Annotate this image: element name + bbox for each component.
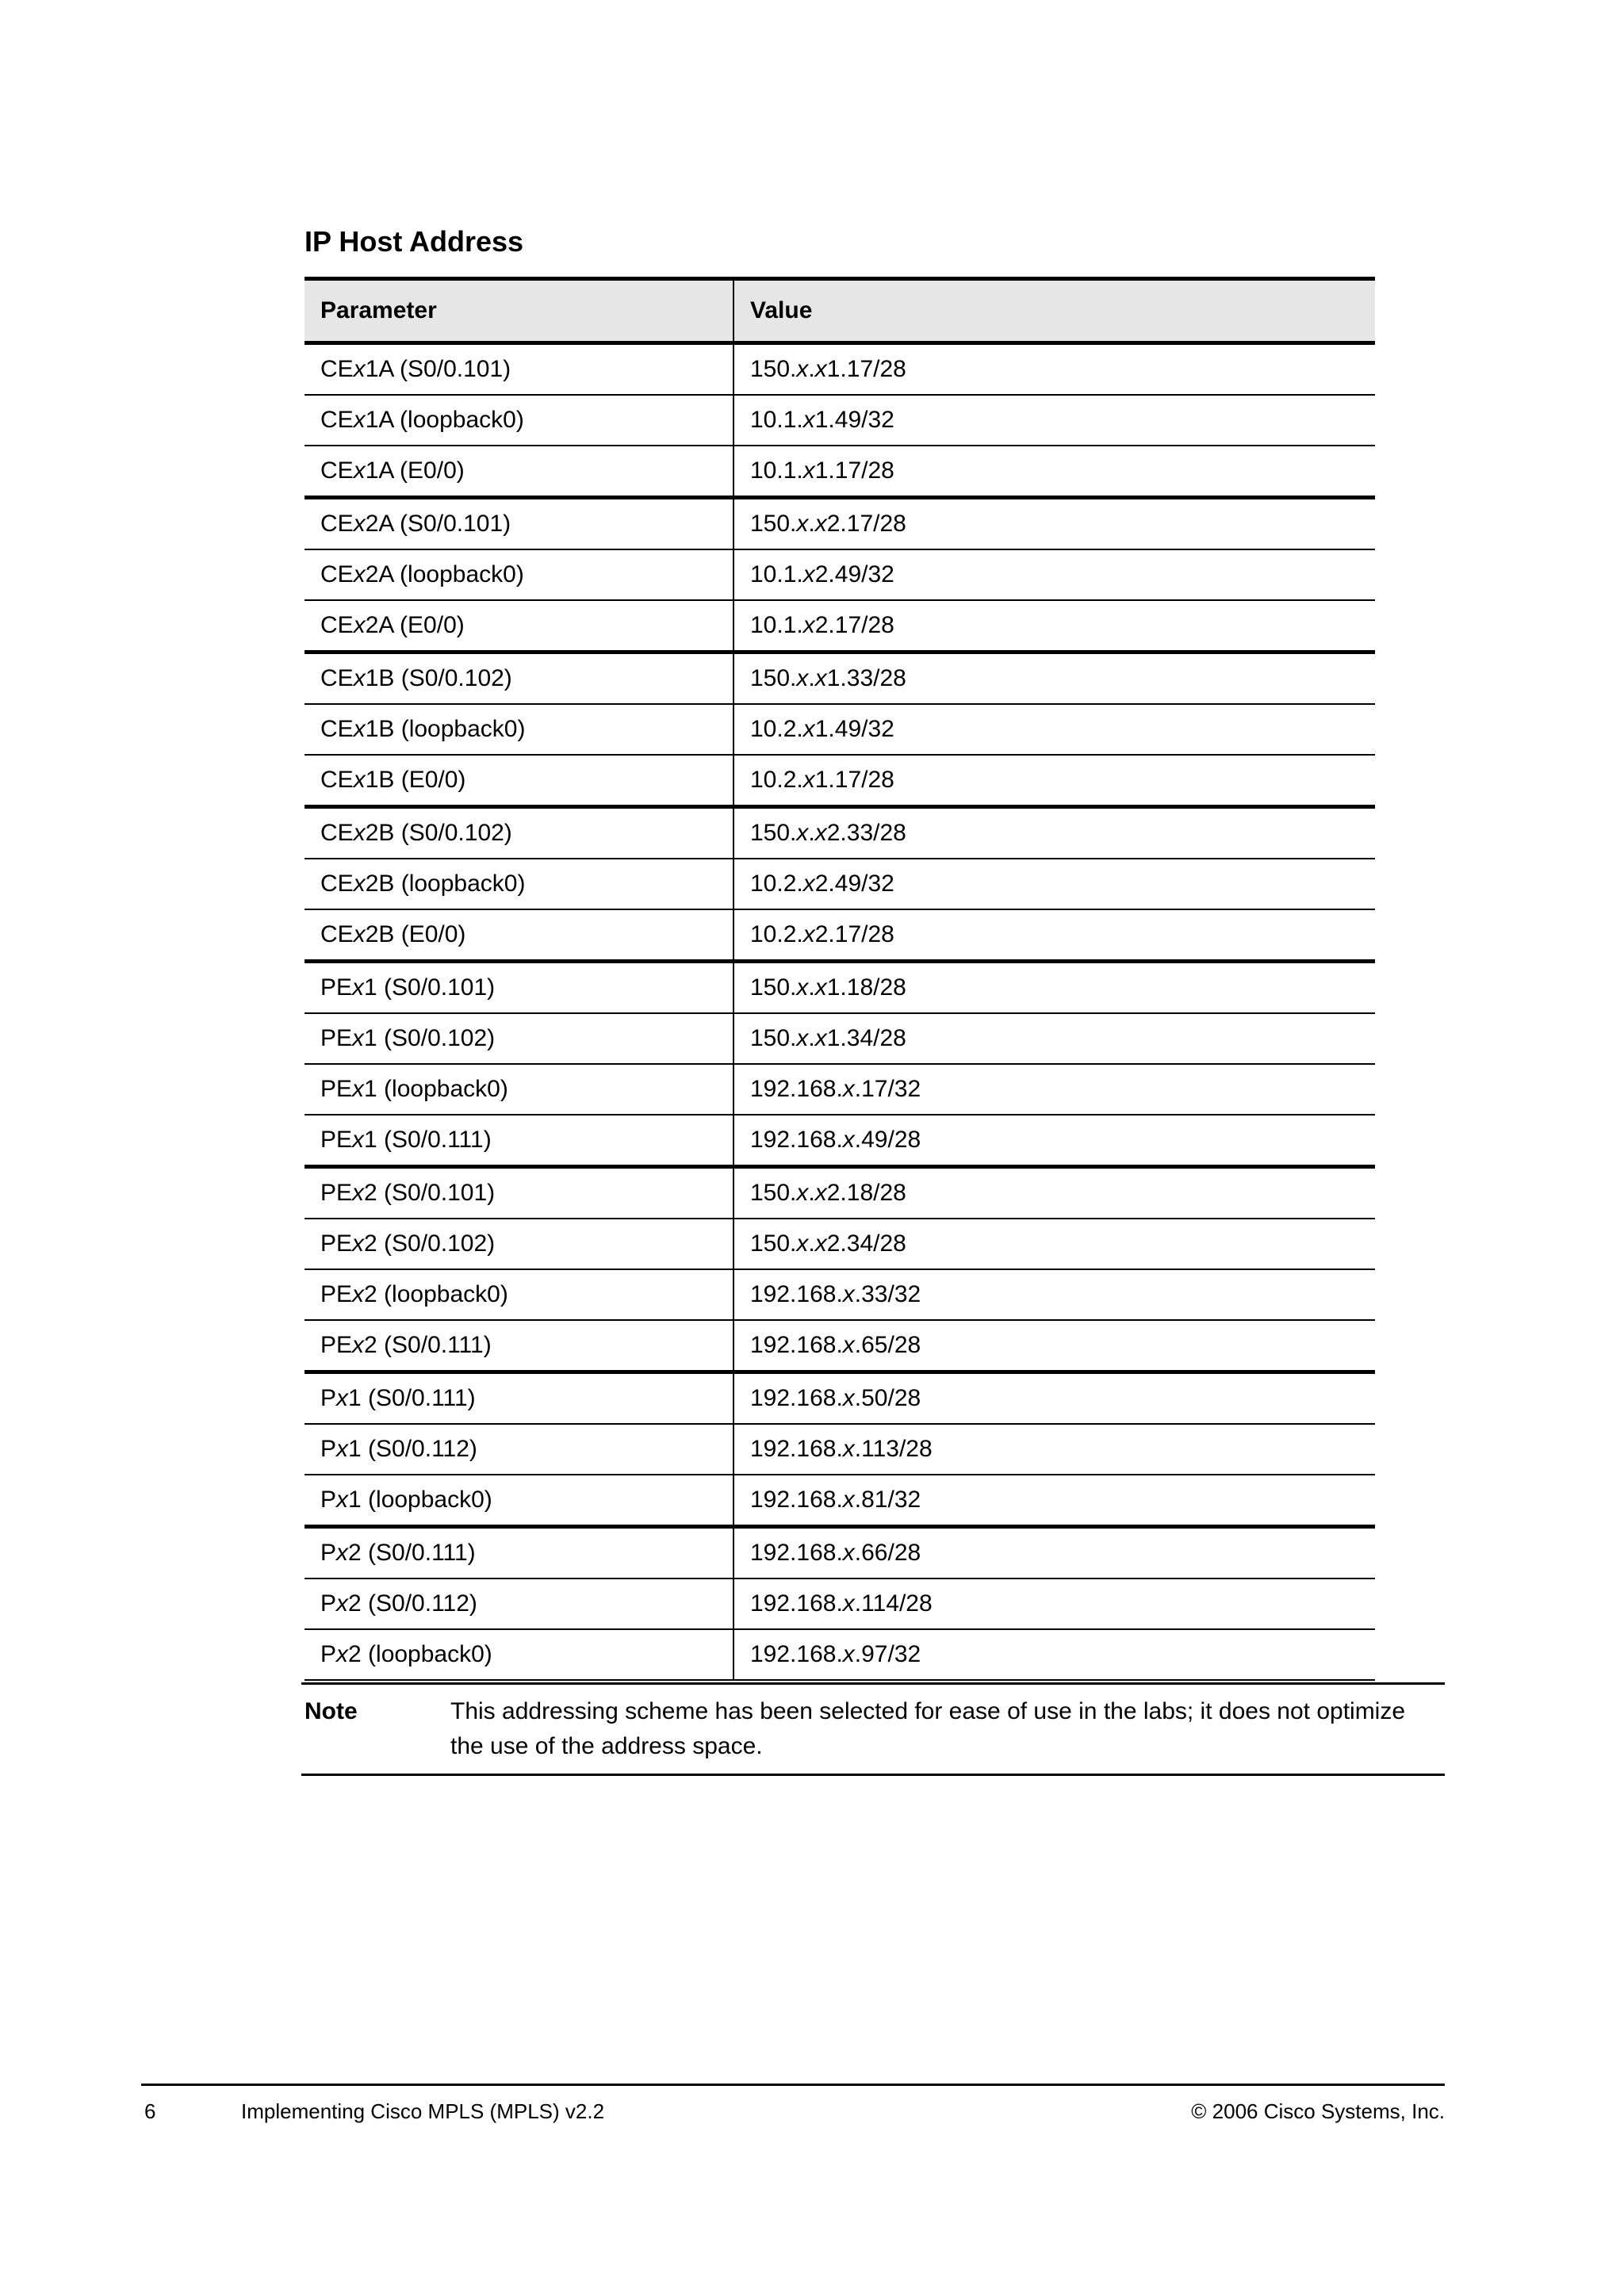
value-cell: 192.168.x.113/28 [733, 1424, 1375, 1475]
table-row [304, 859, 1375, 909]
value-cell: 150.x.x2.34/28 [733, 1219, 1375, 1269]
note-text: This addressing scheme has been selected for ease of use in the labs; it does not optimize the use of the address space. [450, 1698, 1406, 1759]
table-row [304, 1424, 1375, 1475]
parameter-cell: CEx1A (loopback0) [304, 395, 733, 446]
table-row [304, 807, 1375, 859]
table-row [304, 1320, 1375, 1372]
table-row [304, 1219, 1375, 1269]
value-cell: 192.168.x.81/32 [733, 1475, 1375, 1527]
value-cell: 150.x.x1.17/28 [733, 343, 1375, 396]
parameter-cell: Px2 (S0/0.112) [304, 1578, 733, 1629]
parameter-cell: PEx2 (S0/0.111) [304, 1320, 733, 1372]
note-box [301, 1682, 1445, 1776]
table-row [304, 962, 1375, 1014]
parameter-cell: PEx1 (S0/0.102) [304, 1013, 733, 1064]
table-row [304, 395, 1375, 446]
table-row [304, 909, 1375, 962]
value-cell: 10.1.x2.49/32 [733, 549, 1375, 600]
value-cell: 192.168.x.50/28 [733, 1372, 1375, 1425]
table-row [304, 1013, 1375, 1064]
value-cell: 150.x.x2.18/28 [733, 1167, 1375, 1219]
parameter-cell: CEx2B (loopback0) [304, 859, 733, 909]
footer-rule [141, 2084, 1445, 2086]
parameter-cell: CEx2B (E0/0) [304, 909, 733, 962]
footer-book-title: Implementing Cisco MPLS (MPLS) v2.2 [241, 2099, 605, 2123]
table-header-row [304, 279, 1375, 343]
column-header-value: Value [733, 279, 1375, 343]
parameter-cell: PEx2 (S0/0.102) [304, 1219, 733, 1269]
table-row [304, 343, 1375, 396]
parameter-cell: CEx1A (S0/0.101) [304, 343, 733, 396]
footer-copyright: © 2006 Cisco Systems, Inc. [1191, 2099, 1445, 2123]
value-cell: 10.1.x1.17/28 [733, 446, 1375, 498]
parameter-cell: CEx2A (loopback0) [304, 549, 733, 600]
parameter-cell: Px1 (S0/0.112) [304, 1424, 733, 1475]
note-label: Note [304, 1698, 358, 1724]
parameter-cell: CEx2B (S0/0.102) [304, 807, 733, 859]
parameter-cell: CEx2A (S0/0.101) [304, 498, 733, 550]
parameter-cell: PEx2 (S0/0.101) [304, 1167, 733, 1219]
value-cell: 10.2.x1.49/32 [733, 704, 1375, 755]
parameter-cell: Px2 (loopback0) [304, 1629, 733, 1680]
value-cell: 150.x.x1.34/28 [733, 1013, 1375, 1064]
parameter-cell: CEx2A (E0/0) [304, 600, 733, 652]
parameter-cell: Px2 (S0/0.111) [304, 1527, 733, 1579]
value-cell: 10.1.x1.49/32 [733, 395, 1375, 446]
table-row [304, 446, 1375, 498]
table-row [304, 1475, 1375, 1527]
table-row [304, 755, 1375, 807]
value-cell: 150.x.x1.18/28 [733, 962, 1375, 1014]
table-row [304, 1629, 1375, 1680]
ip-host-address-table [304, 277, 1375, 1681]
table-row [304, 1372, 1375, 1425]
table-row [304, 1269, 1375, 1320]
table-body [304, 343, 1375, 1681]
table-row [304, 1064, 1375, 1115]
value-cell: 192.168.x.17/32 [733, 1064, 1375, 1115]
footer-page-number: 6 [144, 2099, 156, 2123]
value-cell: 10.2.x2.49/32 [733, 859, 1375, 909]
parameter-cell: PEx1 (loopback0) [304, 1064, 733, 1115]
table-row [304, 1167, 1375, 1219]
value-cell: 10.2.x1.17/28 [733, 755, 1375, 807]
section-title: IP Host Address [304, 225, 524, 258]
table-row [304, 549, 1375, 600]
table-row [304, 1115, 1375, 1167]
parameter-cell: PEx1 (S0/0.101) [304, 962, 733, 1014]
value-cell: 192.168.x.49/28 [733, 1115, 1375, 1167]
table-row [304, 704, 1375, 755]
table-row [304, 600, 1375, 652]
parameter-cell: CEx1B (E0/0) [304, 755, 733, 807]
value-cell: 192.168.x.33/32 [733, 1269, 1375, 1320]
value-cell: 10.1.x2.17/28 [733, 600, 1375, 652]
value-cell: 10.2.x2.17/28 [733, 909, 1375, 962]
table-row [304, 652, 1375, 705]
value-cell: 192.168.x.65/28 [733, 1320, 1375, 1372]
value-cell: 192.168.x.97/32 [733, 1629, 1375, 1680]
value-cell: 150.x.x1.33/28 [733, 652, 1375, 705]
parameter-cell: Px1 (loopback0) [304, 1475, 733, 1527]
parameter-cell: CEx1B (loopback0) [304, 704, 733, 755]
parameter-cell: PEx2 (loopback0) [304, 1269, 733, 1320]
table-row [304, 498, 1375, 550]
parameter-cell: CEx1A (E0/0) [304, 446, 733, 498]
value-cell: 192.168.x.66/28 [733, 1527, 1375, 1579]
value-cell: 150.x.x2.33/28 [733, 807, 1375, 859]
value-cell: 192.168.x.114/28 [733, 1578, 1375, 1629]
value-cell: 150.x.x2.17/28 [733, 498, 1375, 550]
parameter-cell: Px1 (S0/0.111) [304, 1372, 733, 1425]
parameter-cell: PEx1 (S0/0.111) [304, 1115, 733, 1167]
parameter-cell: CEx1B (S0/0.102) [304, 652, 733, 705]
table-row [304, 1578, 1375, 1629]
column-header-parameter: Parameter [304, 279, 733, 343]
table-row [304, 1527, 1375, 1579]
